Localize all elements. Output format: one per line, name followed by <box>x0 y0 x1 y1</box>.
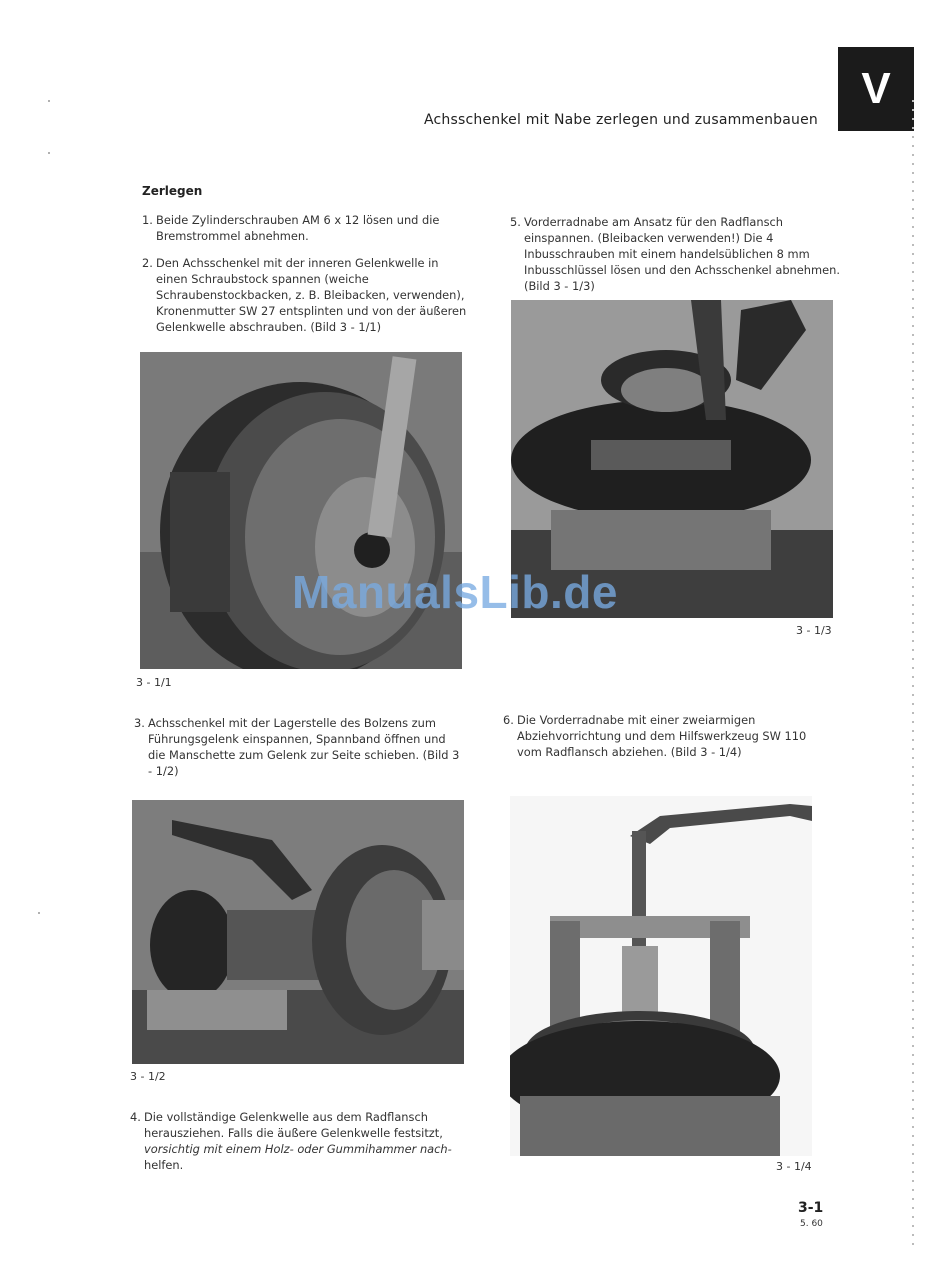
page-title: Achsschenkel mit Nabe zerlegen und zusammenbauen <box>424 112 818 128</box>
figure-caption: 3 - 1/1 <box>136 676 172 689</box>
step-text: Beide Zylinderschrauben AM 6 x 12 lösen und die Bremstrommel abnehmen. <box>156 213 440 243</box>
figure-joint-shaft-photo <box>132 800 464 1064</box>
scan-speck <box>48 100 50 102</box>
figure-caption: 3 - 1/4 <box>776 1160 812 1173</box>
step-6 <box>503 712 833 760</box>
step-5 <box>510 214 840 294</box>
step-2 <box>142 255 472 335</box>
step-text: Die vollständige Gelenkwelle aus dem Radflansch herausziehen. Falls die äußere Gelenkwelle festsitzt, vorsichtig mit einem Holz- oder Gummihammer nach- helfen. <box>144 1110 452 1172</box>
step-number: 2. <box>142 256 153 270</box>
figure-caption: 3 - 1/2 <box>130 1070 166 1083</box>
scan-speck <box>48 152 50 154</box>
section-letter: V <box>861 64 891 113</box>
step-number: 3. <box>134 716 145 730</box>
step-text: Den Achsschenkel mit der inneren Gelenkwelle in einen Schraubstock spannen (weiche Schraubenstockbacken, z. B. Bleibacken, verwenden), Kronenmutter SW 27 entsplinten und von der äußeren Gelenkwelle abschrauben. (Bild 3 - 1/1) <box>156 256 467 334</box>
step-number: 4. <box>130 1110 141 1124</box>
step-1 <box>142 212 472 244</box>
step-text: Vorderradnabe am Ansatz für den Radflansch einspannen. (Bleibacken verwenden!) Die 4 Inbusschrauben mit einem handelsüblichen 8 mm Inbusschlüssel lösen und den Achsschenkel abnehmen. (Bild 3 - 1/3) <box>524 215 840 293</box>
subheading: Zerlegen <box>142 184 203 198</box>
watermark: ManualsLib.de <box>292 566 618 618</box>
page-number: 3-1 <box>798 1200 824 1216</box>
figure-puller-photo <box>510 796 812 1156</box>
figure-caption: 3 - 1/3 <box>796 624 832 637</box>
figure-brake-drum-photo <box>140 352 462 669</box>
step-3 <box>134 715 464 779</box>
page-date: 5. 60 <box>800 1219 823 1229</box>
section-tab <box>838 47 914 131</box>
step-number: 6. <box>503 713 514 727</box>
step-number: 1. <box>142 213 153 227</box>
scan-speck <box>38 912 40 914</box>
step-number: 5. <box>510 215 521 229</box>
step-text: Die Vorderradnabe mit einer zweiarmigen Abziehvorrichtung und dem Hilfswerkzeug SW 110 vom Radflansch abziehen. (Bild 3 - 1/4) <box>517 713 807 759</box>
step-4 <box>130 1109 462 1173</box>
step-text: Achsschenkel mit der Lagerstelle des Bolzens zum Führungsgelenk einspannen, Spannband öffnen und die Manschette zum Gelenk zur Seite schieben. (Bild 3 - 1/2) <box>148 716 460 778</box>
page-edge-marks <box>912 100 914 1250</box>
